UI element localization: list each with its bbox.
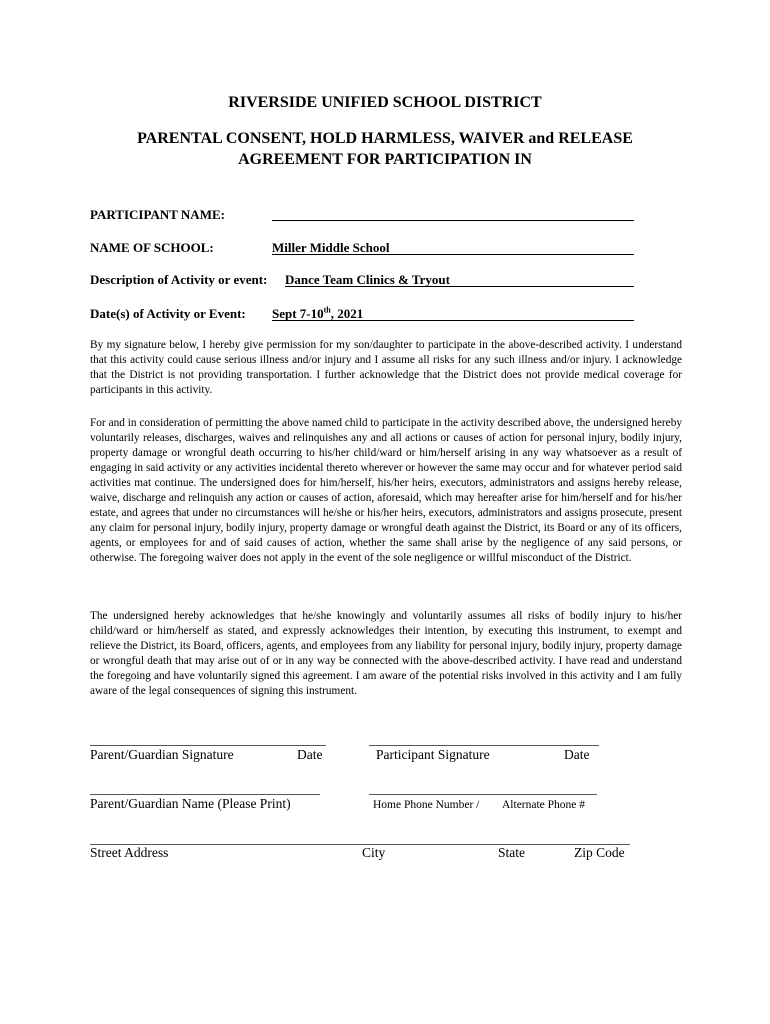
state-label: State xyxy=(498,845,525,860)
home-phone-label: Home Phone Number / xyxy=(373,799,480,811)
phone-line[interactable] xyxy=(369,794,597,795)
street-address-label: Street Address xyxy=(90,845,169,860)
parent-date-label: Date xyxy=(297,747,323,762)
activity-field[interactable] xyxy=(285,271,634,287)
participant-signature-line[interactable] xyxy=(369,745,599,746)
form-title-line1: PARENTAL CONSENT, HOLD HARMLESS, WAIVER and RELEASE xyxy=(137,130,633,147)
zip-code-label: Zip Code xyxy=(574,845,625,860)
date-value: Sept 7-10th, 2021 xyxy=(272,305,364,321)
parent-signature-line[interactable] xyxy=(90,745,326,746)
school-value: Miller Middle School xyxy=(272,240,390,255)
alternate-phone-label: Alternate Phone # xyxy=(502,799,586,811)
school-field[interactable] xyxy=(272,239,634,255)
address-line[interactable] xyxy=(90,844,630,845)
date-label: Date(s) of Activity or Event: xyxy=(90,306,246,321)
paragraph-acknowledgement: The undersigned hereby acknowledges that he/she knowingly and voluntarily assumes all risks of bodily injury to his/her child/ward or him/herself as stated, and expressly acknowledges their intention, by executing this instrument, to exempt and relieve the District, its Board, officers, agents, and employees from any liability for personal injury, bodily injury, property damage or wrongful death that may arise out of or in any way be connected with the above-described activity. I have read and understand the foregoing and have voluntarily signed this agreement. I am aware of the potential risks involved in this activity and I am fully aware of the legal consequences of signing this instrument. xyxy=(90,610,682,697)
participant-name-label: PARTICIPANT NAME: xyxy=(90,207,225,222)
city-label: City xyxy=(362,845,386,860)
district-title: RIVERSIDE UNIFIED SCHOOL DISTRICT xyxy=(228,94,542,111)
paragraph-release: For and in consideration of permitting the above named child to participate in the activity described above, the undersigned hereby voluntarily releases, discharges, waives and relinquishes any and all actions or causes of action for personal injury, bodily injury, property damage or wrongful death occurring to his/her child/ward or him/herself arising in any way whatsoever as a result of engaging in said activity or any activities incidental thereto wherever or however the same may occur and for whatever period said activities mat continue. The undersigned does for him/herself, his/her heirs, executors, administrators and assigns hereby release, waive, discharge and relinquish any action or causes of action, aforesaid, which may hereafter arise for him/herself and for his/her estate, and agrees that under no circumstances will he/she or his/her heirs, executors, administrators and assigns prosecute, present any claim for personal injury, bodily injury, property damage or wrongful death against the District, its Board or any of its officers, agents, or employees for and of said causes of action, whether the same shall arise by the negligence of any said persons, or otherwise. The foregoing waiver does not apply in the event of the sole negligence or willful misconduct of the District. xyxy=(90,417,682,564)
parent-signature-label: Parent/Guardian Signature xyxy=(90,747,234,762)
form-title-line2: AGREEMENT FOR PARTICIPATION IN xyxy=(238,151,532,168)
parent-name-label: Parent/Guardian Name (Please Print) xyxy=(90,796,291,811)
participant-signature-label: Participant Signature xyxy=(376,747,490,762)
activity-value: Dance Team Clinics & Tryout xyxy=(285,272,450,287)
parent-name-line[interactable] xyxy=(90,794,320,795)
participant-date-label: Date xyxy=(564,747,590,762)
paragraph-permission: By my signature below, I hereby give permission for my son/daughter to participate in the above-described activity. I understand that this activity could cause serious illness and/or injury and I assume all risks for any such illness and/or injury. I acknowledge that the District is not providing transportation. I further acknowledge that the District does not provide medical coverage for participants in this activity. xyxy=(90,339,682,396)
participant-name-field[interactable] xyxy=(272,205,634,221)
date-field[interactable] xyxy=(272,305,634,321)
activity-label: Description of Activity or event: xyxy=(90,272,268,287)
school-label: NAME OF SCHOOL: xyxy=(90,240,214,255)
